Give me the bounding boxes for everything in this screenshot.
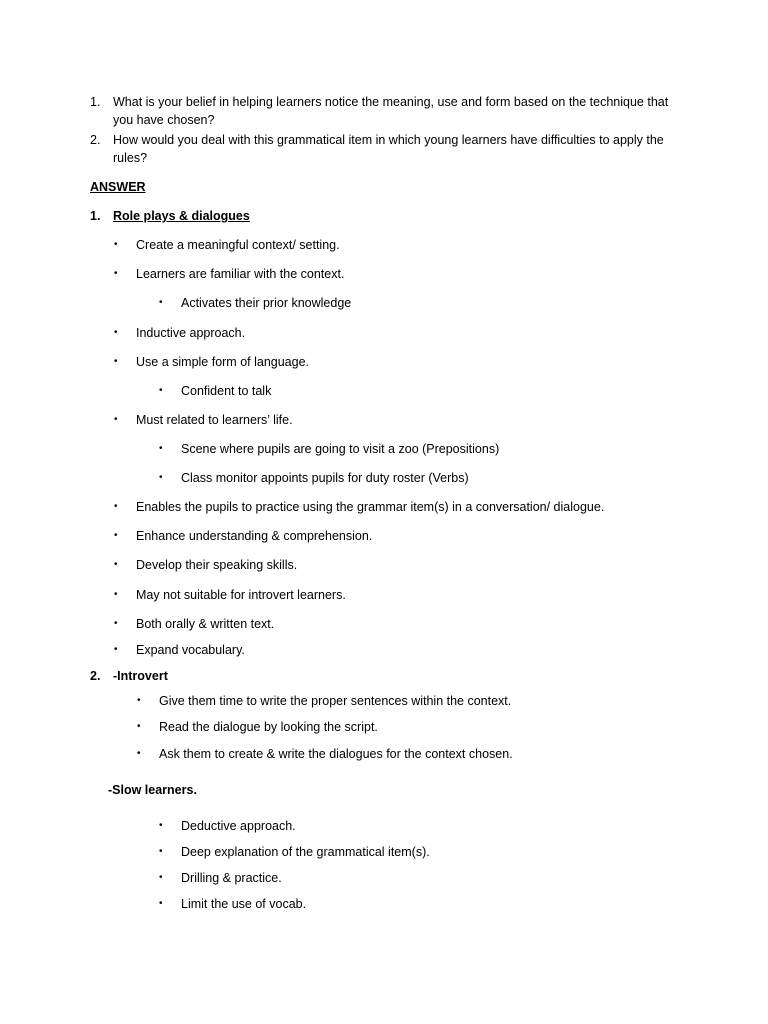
section-number: 2. (90, 669, 101, 683)
bullet-icon: • (159, 872, 163, 883)
section-2-heading (90, 667, 168, 685)
question-text: How would you deal with this grammatical item in which young learners have difficulties to apply the rules? (113, 133, 664, 165)
bullet-icon: • (159, 443, 163, 454)
bullet-icon: • (114, 530, 118, 541)
bullet-icon: • (159, 820, 163, 831)
bullet-icon: • (114, 356, 118, 367)
bullet-icon: • (114, 589, 118, 600)
bullet-icon: • (114, 239, 118, 250)
question-1 (90, 93, 680, 129)
bullet-icon: • (137, 695, 141, 706)
bullet-icon: • (137, 721, 141, 732)
section-number: 1. (90, 209, 101, 223)
section-title: Role plays & dialogues (113, 209, 250, 223)
bullet-icon: • (159, 898, 163, 909)
section-title: -Introvert (113, 669, 168, 683)
bullet-icon: • (114, 559, 118, 570)
bullet-icon: • (159, 846, 163, 857)
question-number: 2. (90, 133, 101, 147)
bullet-icon: • (159, 385, 163, 396)
question-2 (90, 131, 680, 167)
section-1-heading (90, 207, 250, 225)
bullet-icon: • (114, 644, 118, 655)
question-number: 1. (90, 95, 101, 109)
bullet-icon: • (114, 618, 118, 629)
bullet-icon: • (114, 327, 118, 338)
bullet-icon: • (159, 297, 163, 308)
bullet-icon: • (159, 472, 163, 483)
bullet-icon: • (114, 414, 118, 425)
bullet-icon: • (114, 268, 118, 279)
sub-heading-slow-learners: -Slow learners. (108, 783, 197, 797)
answer-heading: ANSWER (90, 180, 146, 194)
document-page: 1. What is your belief in helping learners notice the meaning, use and form based on the technique that you have chosen? 2. How would you deal with this grammatical item in which young learners have difficulties to apply the rules? ANSWER 1. Role plays & dialogues • Create a meaningful context/ setting. • Learners are familiar with the context. • Activates their prior knowledge • Inductive approach. • Use a simple form of language. • Confident to talk • Must related to learners’ life. • Scene where pupils are going to visit a zoo (Prepositions) • Class monitor appoints pupils for duty roster (Verbs) • Enables the pupils to practice using the grammar item(s) in a conversation/ dialogue. • Enhance understanding & comprehension. • Develop their speaking skills. • May not suitable for introvert learners. • Both orally & written text. • Expand vocabulary. 2. -Introvert • Give them time to write the proper sentences within the context. • Read the dialogue by looking the script. • Ask them to create & write the dialogues for the context chosen. -Slow learners. • Deductive approach. • Deep explanation of the grammatical item(s). • Drilling & practice. • Limit the use of vocab. (0, 0, 768, 1024)
bullet-icon: • (137, 748, 141, 759)
question-text: What is your belief in helping learners notice the meaning, use and form based on the technique that you have chosen? (113, 95, 669, 127)
bullet-icon: • (114, 501, 118, 512)
